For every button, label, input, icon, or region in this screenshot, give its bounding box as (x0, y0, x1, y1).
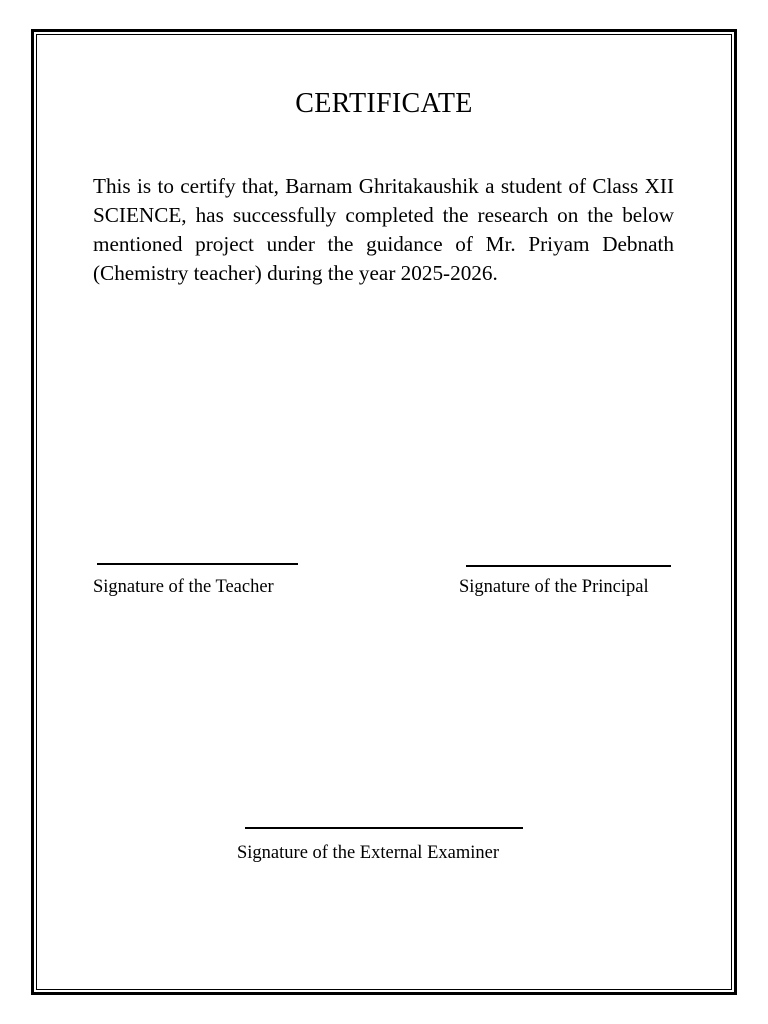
certificate-title: CERTIFICATE (295, 88, 473, 119)
external-examiner-signature-line (245, 827, 523, 829)
principal-signature-line (466, 565, 671, 567)
principal-signature-label: Signature of the Principal (459, 577, 649, 597)
teacher-signature-line (97, 563, 298, 565)
certificate-body: This is to certify that, Barnam Ghritakaushik a student of Class XII SCIENCE, has successfully completed the research on the below mentioned project under the guidance of Mr. Priyam Debnath (Chemistry teacher) during the year 2025-2026. (93, 174, 674, 285)
external-examiner-signature-label: Signature of the External Examiner (237, 843, 499, 863)
teacher-signature-label: Signature of the Teacher (93, 577, 274, 597)
